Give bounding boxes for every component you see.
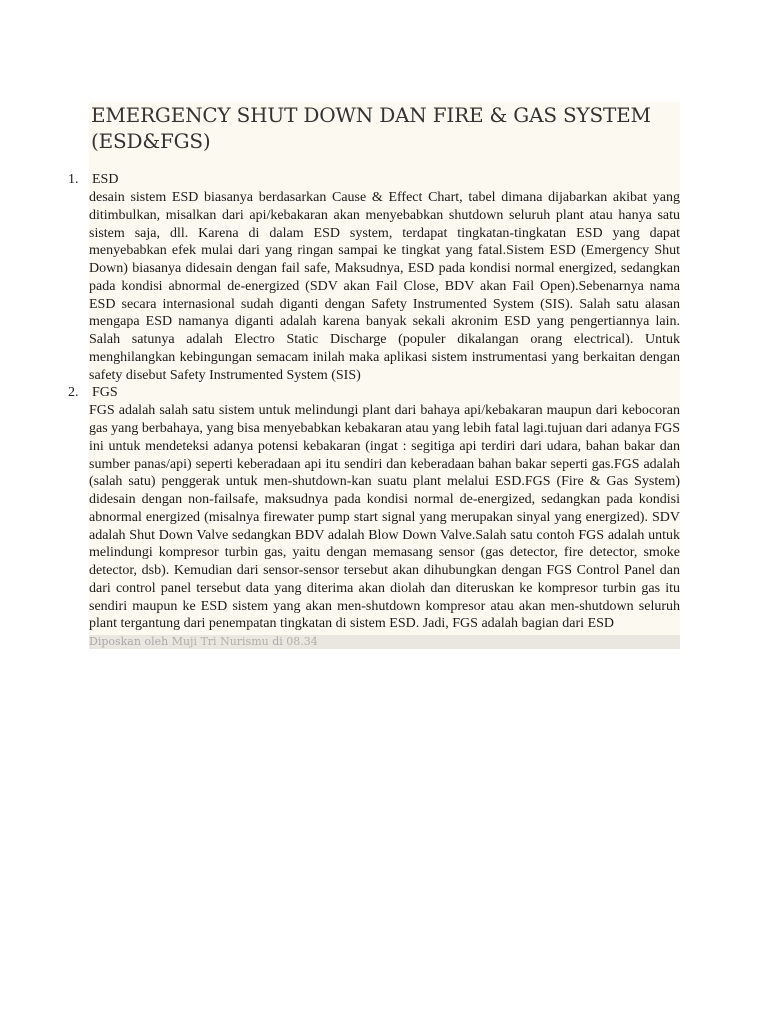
post-footer bbox=[89, 635, 680, 649]
list-item-number: 2. bbox=[68, 385, 79, 401]
post-title: EMERGENCY SHUT DOWN DAN FIRE & GAS SYSTEM (ESD&FGS) bbox=[91, 103, 651, 153]
list-item-number: 1. bbox=[68, 172, 79, 187]
list-item bbox=[68, 384, 680, 633]
blog-post bbox=[68, 102, 680, 649]
list-item-body: desain sistem ESD biasanya berdasarkan Cause & Effect Chart, tabel dimana dijabarkan akibat yang ditimbulkan, misalkan dari api/kebakaran akan menyebabkan shutdown seluruh plant atau hanya satu sistem saja, dll. Karena di dalam ESD system, terdapat tingkatan-tingkatan ESD yang dapat menyebabkan efek mulai dari yang ringan sampai ke tingkat yang fatal.Sistem ESD (Emergency Shut Down) biasanya didesain dengan fail safe, Maksudnya, ESD pada kondisi normal energized, sedangkan pada kondisi abnormal de-energized (SDV akan Fail Close, BDV akan Fail Open).Sebenarnya nama ESD secara internasional sudah diganti dengan Safety Instrumented System (SIS). Salah satu alasan mengapa ESD namanya diganti adalah karena banyak sekali akronim ESD yang pengertiannya lain. Salah satunya adalah Electro Static Discharge (populer dikalangan orang electrical). Untuk menghilangkan kebingungan semacam inilah maka aplikasi sistem instrumentasi yang berkaitan dengan safety disebut Safety Instrumented System (SIS) bbox=[89, 190, 680, 383]
posted-by-label: Diposkan oleh bbox=[89, 635, 169, 648]
post-time-link[interactable]: 08.34 bbox=[286, 635, 318, 648]
list-item bbox=[68, 171, 680, 384]
numbered-list bbox=[68, 171, 680, 633]
list-item-body: FGS adalah salah satu sistem untuk melindungi plant dari bahaya api/kebakaran maupun dari kebocoran gas yang berbahaya, yang bisa menyebabkan kebakaran atau yang lebih fatal lagi.tujuan dari adanya FGS ini untuk mendeteksi adanya potensi kebakaran (ingat : segitiga api terdiri dari udara, bahan bakar dan sumber panas/api) seperti keberadaan api itu sendiri dan keberadaan bahan bakar seperti gas.FGS adalah (salah satu) penggerak untuk men-shutdown-kan suatu plant melalui ESD.FGS (Fire & Gas System) didesain dengan non-failsafe, maksudnya pada kondisi normal de-energized, sedangkan pada kondisi abnormal energized (misalnya firewater pump start signal yang merupakan sinyal yang energized). SDV adalah Shut Down Valve sedangkan BDV adalah Blow Down Valve.Salah satu contoh FGS adalah untuk melindungi kompresor turbin gas, yaitu dengan memasang sensor (gas detector, fire detector, smoke detector, dsb). Kemudian dari sensor-sensor tersebut akan dihubungkan dengan FGS Control Panel dan dari control panel tersebut data yang diterima akan diolah dan diteruskan ke kompresor turbin gas itu sendiri maupun ke ESD sistem yang akan men-shutdown kompresor atau akan men-shutdown seluruh plant tergantung dari penempatan tingkatan di sistem ESD. Jadi, FGS adalah bagian dari ESD bbox=[89, 403, 680, 632]
list-item-heading: FGS bbox=[92, 385, 118, 401]
author-link[interactable]: Muji Tri Nurismu bbox=[171, 635, 269, 648]
at-label: di bbox=[272, 635, 283, 648]
list-item-heading: ESD bbox=[92, 172, 119, 187]
